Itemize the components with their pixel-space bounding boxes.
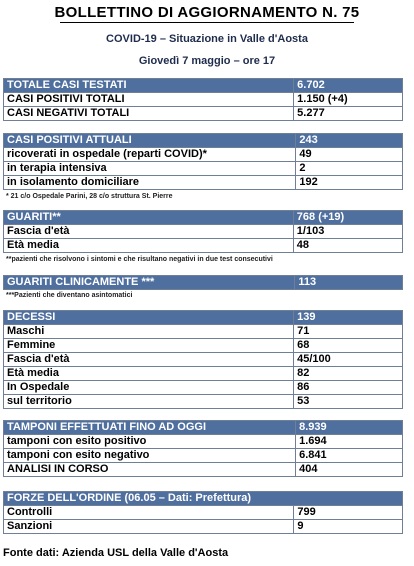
section-header-label: GUARITI**	[4, 211, 294, 225]
row-label: Controlli	[4, 506, 294, 520]
section-header-row	[4, 421, 403, 435]
table-row	[4, 520, 403, 534]
section-header-label: FORZE DELL'ORDINE (06.05 – Dati: Prefettura)	[4, 492, 403, 506]
table-row	[4, 225, 403, 239]
row-value: 2	[296, 162, 403, 176]
table-row	[4, 339, 403, 353]
table-row	[4, 353, 403, 367]
row-value: 5.277	[294, 107, 403, 121]
row-value: 799	[294, 506, 403, 520]
row-label: CASI POSITIVI TOTALI	[4, 93, 294, 107]
table-row	[4, 367, 403, 381]
row-value: 49	[296, 148, 403, 162]
section-header-row	[4, 211, 403, 225]
row-value: 1.694	[296, 435, 403, 449]
row-label: Età media	[4, 367, 294, 381]
row-label: ANALISI IN CORSO	[4, 463, 296, 477]
row-label: ricoverati in ospedale (reparti COVID)*	[4, 148, 296, 162]
table-row	[4, 93, 403, 107]
table-row	[4, 506, 403, 520]
table-decessi	[3, 310, 403, 409]
section-header-label: GUARITI CLINICAMENTE ***	[4, 276, 295, 290]
row-label: CASI NEGATIVI TOTALI	[4, 107, 294, 121]
table-casi-positivi-attuali	[3, 133, 403, 190]
row-label: Fascia d'età	[4, 353, 294, 367]
table-row	[4, 162, 403, 176]
row-label: Età media	[4, 239, 294, 253]
footnote-clinicamente: ***Pazienti che diventano asintomatici	[6, 292, 133, 299]
section-header-label: DECESSI	[4, 311, 294, 325]
row-value: 192	[296, 176, 403, 190]
section-header-value: 139	[294, 311, 403, 325]
row-label: In Ospedale	[4, 381, 294, 395]
footnote-guariti: **pazienti che risolvono i sintomi e che risultano negativi in due test consecutivi	[6, 256, 273, 263]
row-label: Femmine	[4, 339, 294, 353]
table-row	[4, 148, 403, 162]
section-header-value: 113	[295, 276, 403, 290]
section-header-value: 6.702	[294, 79, 403, 93]
table-tamponi	[3, 420, 403, 477]
row-value: 6.841	[296, 449, 403, 463]
row-label: tamponi con esito positivo	[4, 435, 296, 449]
row-label: tamponi con esito negativo	[4, 449, 296, 463]
row-label: Maschi	[4, 325, 294, 339]
table-forze-ordine	[3, 491, 403, 534]
row-label: Sanzioni	[4, 520, 294, 534]
table-row	[4, 325, 403, 339]
row-value: 68	[294, 339, 403, 353]
title-underline	[60, 22, 354, 23]
table-casi-testati	[3, 78, 403, 121]
table-row	[4, 435, 403, 449]
row-value: 48	[293, 239, 402, 253]
table-row	[4, 449, 403, 463]
row-value: 1.150 (+4)	[294, 93, 403, 107]
table-guariti-clinicamente	[3, 275, 403, 290]
row-value: 71	[294, 325, 403, 339]
section-header-value: 8.939	[296, 421, 403, 435]
footnote-ricoverati: * 21 c/o Ospedale Parini, 28 c/o struttura St. Pierre	[6, 193, 173, 200]
row-label: sul territorio	[4, 395, 294, 409]
row-value: 1/103	[293, 225, 402, 239]
section-header-label: TOTALE CASI TESTATI	[4, 79, 294, 93]
table-guariti	[3, 210, 403, 253]
table-row	[4, 107, 403, 121]
table-row	[4, 239, 403, 253]
row-value: 404	[296, 463, 403, 477]
table-row	[4, 176, 403, 190]
table-row	[4, 381, 403, 395]
section-header-label: CASI POSITIVI ATTUALI	[4, 134, 296, 148]
row-value: 9	[294, 520, 403, 534]
section-header-row	[4, 492, 403, 506]
section-header-row	[4, 276, 403, 290]
row-value: 86	[294, 381, 403, 395]
table-row	[4, 395, 403, 409]
bulletin-title: BOLLETTINO DI AGGIORNAMENTO N. 75	[54, 4, 360, 21]
bulletin-subtitle: COVID-19 – Situazione in Valle d'Aosta	[106, 33, 308, 45]
row-value: 45/100	[294, 353, 403, 367]
row-label: Fascia d'età	[4, 225, 294, 239]
section-header-row	[4, 311, 403, 325]
row-label: in terapia intensiva	[4, 162, 296, 176]
row-value: 82	[294, 367, 403, 381]
row-value: 53	[294, 395, 403, 409]
table-row	[4, 463, 403, 477]
section-header-row	[4, 134, 403, 148]
section-header-label: TAMPONI EFFETTUATI FINO AD OGGI	[4, 421, 296, 435]
bulletin-dateline: Giovedì 7 maggio – ore 17	[138, 55, 276, 67]
section-header-row	[4, 79, 403, 93]
data-source: Fonte dati: Azienda USL della Valle d'Aosta	[3, 547, 229, 559]
row-label: in isolamento domiciliare	[4, 176, 296, 190]
section-header-value: 243	[296, 134, 403, 148]
section-header-value: 768 (+19)	[293, 211, 402, 225]
